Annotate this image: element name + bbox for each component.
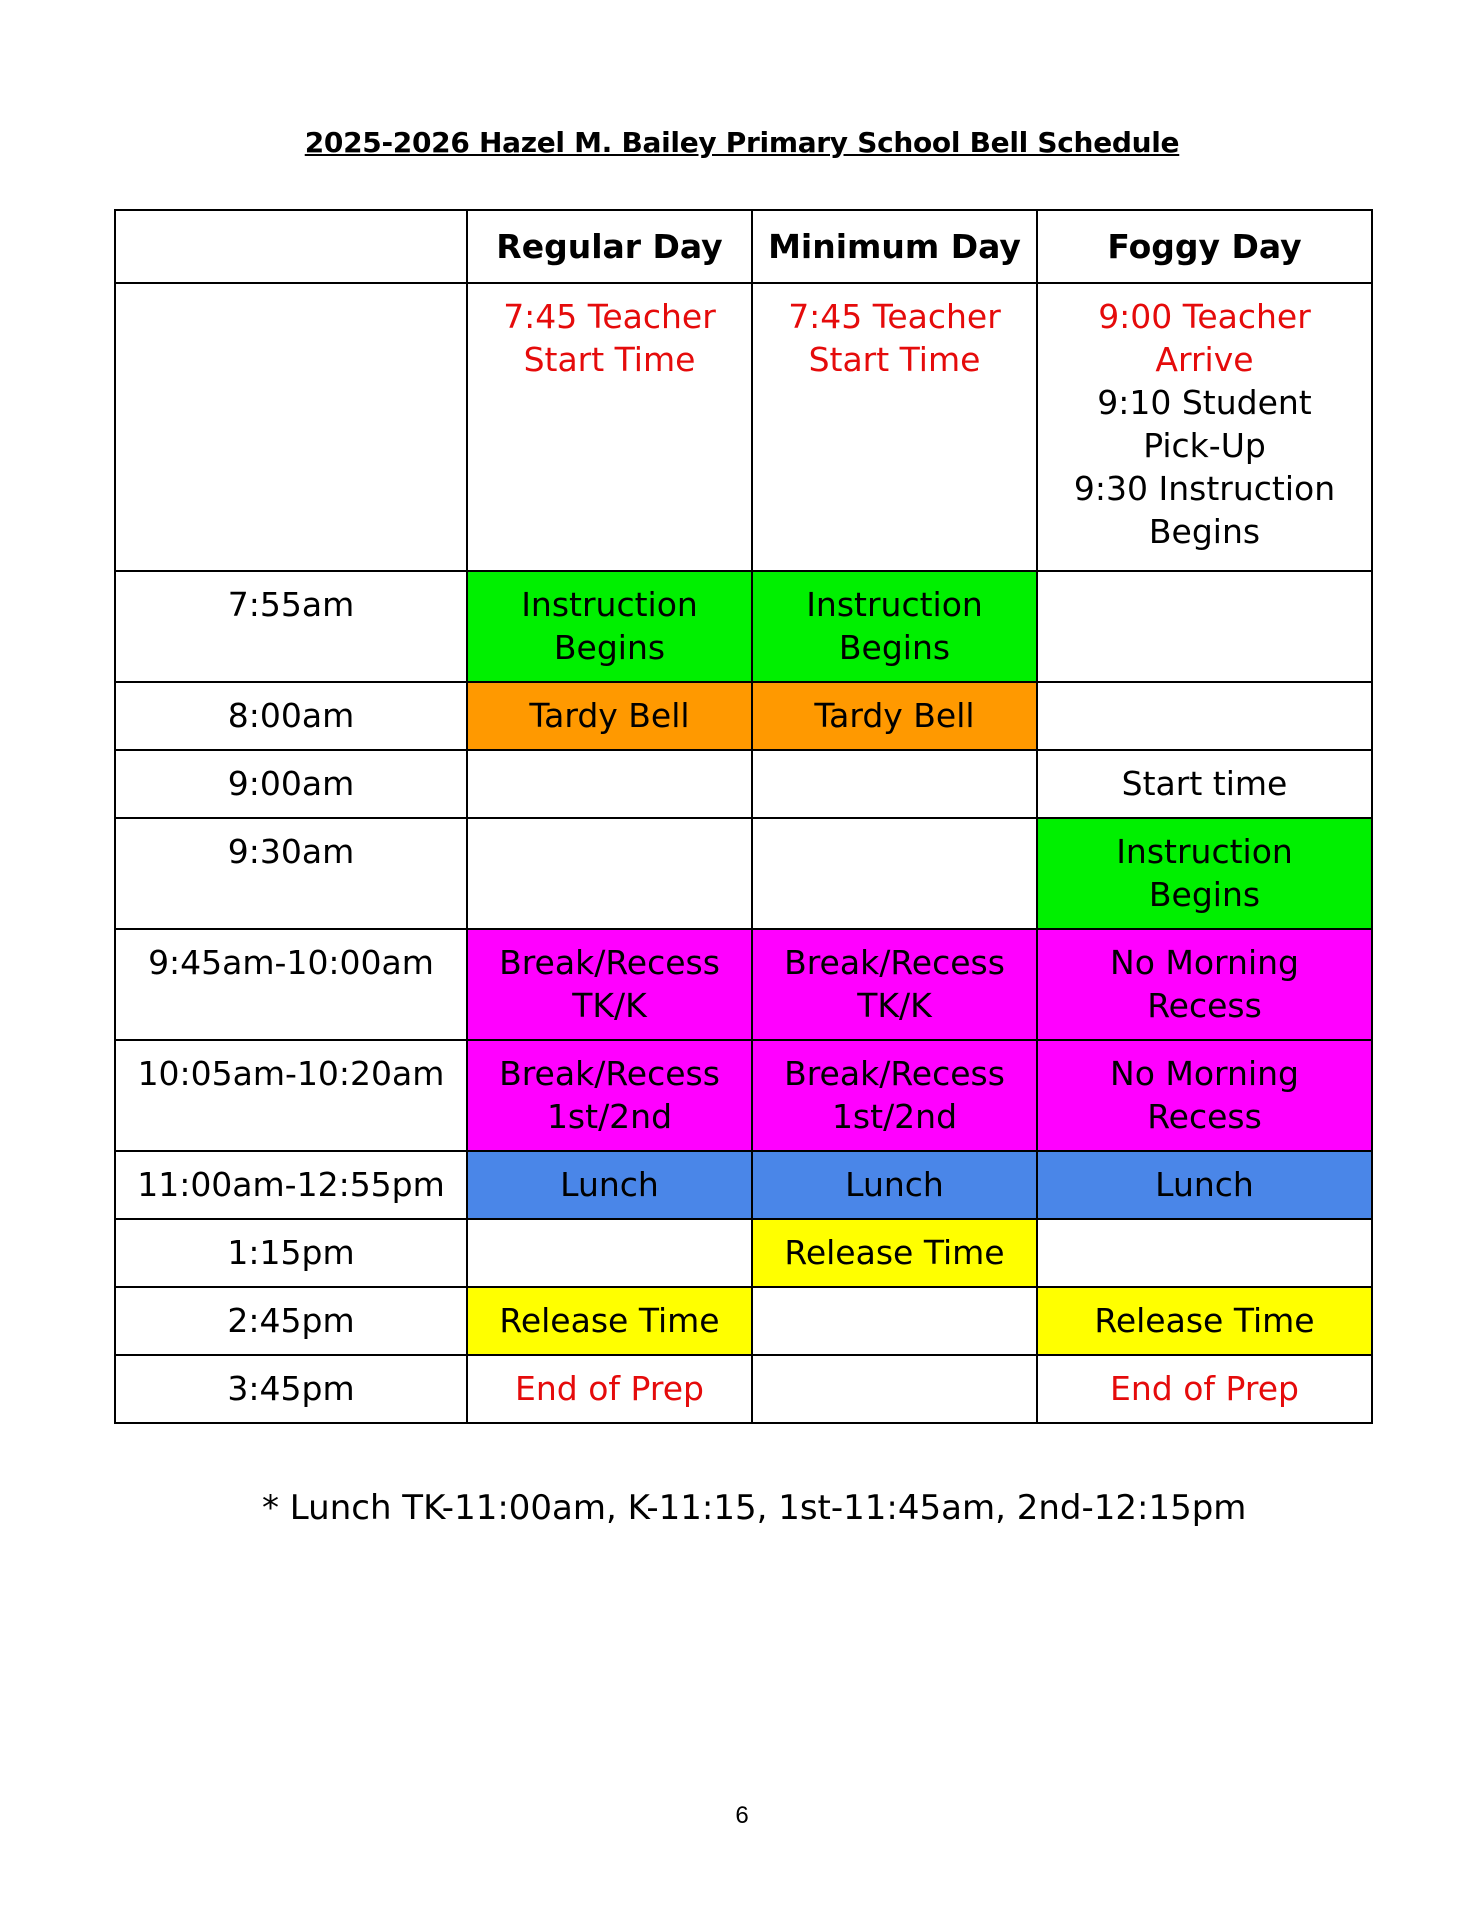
minimum-day-cell [752, 1355, 1037, 1423]
cell-line: Pick-Up [1143, 426, 1266, 465]
bell-schedule-table [114, 209, 1373, 1424]
cell-line: Release Time [1094, 1301, 1315, 1340]
cell-line: 7:45 Teacher [503, 297, 716, 336]
regular-day-cell [467, 1355, 752, 1423]
foggy-day-cell [1037, 682, 1372, 750]
minimum-day-cell [752, 1040, 1037, 1151]
cell-line: Start time [1121, 764, 1288, 803]
header-row [115, 210, 1372, 283]
cell-line: No Morning [1110, 943, 1299, 982]
minimum-day-cell [752, 1151, 1037, 1219]
cell-line: 7:45 Teacher [788, 297, 1001, 336]
regular-day-cell [467, 1219, 752, 1287]
regular-day-cell [467, 682, 752, 750]
foggy-day-cell [1037, 1287, 1372, 1355]
schedule-body [115, 571, 1372, 1423]
minimum-day-cell [752, 1287, 1037, 1355]
schedule-row [115, 1219, 1372, 1287]
time-cell: 9:00am [115, 750, 467, 818]
minimum-day-cell [752, 571, 1037, 682]
regular-day-cell [467, 818, 752, 929]
minimum-day-cell [752, 929, 1037, 1040]
time-cell: 9:30am [115, 818, 467, 929]
cell-line: 1st/2nd [546, 1097, 673, 1136]
cell-line: TK/K [572, 986, 647, 1025]
time-cell: 3:45pm [115, 1355, 467, 1423]
cell-line: Instruction [806, 585, 983, 624]
time-cell: 1:15pm [115, 1219, 467, 1287]
time-cell: 7:55am [115, 571, 467, 682]
time-cell: 10:05am-10:20am [115, 1040, 467, 1151]
cell-line: Instruction [1116, 832, 1293, 871]
schedule-row [115, 929, 1372, 1040]
cell-line: Release Time [499, 1301, 720, 1340]
minimum-day-cell [752, 1219, 1037, 1287]
minimum-day-cell [752, 750, 1037, 818]
cell-line: Lunch [845, 1165, 944, 1204]
cell-line: Break/Recess [499, 1054, 720, 1093]
cell-line: Break/Recess [499, 943, 720, 982]
schedule-row [115, 571, 1372, 682]
cell-line: 9:00 Teacher [1098, 297, 1311, 336]
cell-line: Release Time [784, 1233, 1005, 1272]
cell-line: Break/Recess [784, 943, 1005, 982]
header-regular-day: Regular Day [467, 210, 752, 283]
cell-line: Tardy Bell [814, 696, 975, 735]
schedule-row [115, 1355, 1372, 1423]
foggy-day-cell [1037, 1151, 1372, 1219]
start-row-time-cell [115, 283, 467, 571]
regular-day-cell [467, 571, 752, 682]
cell-line: Lunch [560, 1165, 659, 1204]
cell-line: Tardy Bell [529, 696, 690, 735]
header-foggy-day: Foggy Day [1037, 210, 1372, 283]
time-cell: 2:45pm [115, 1287, 467, 1355]
foggy-day-cell [1037, 929, 1372, 1040]
regular-day-cell [467, 1040, 752, 1151]
regular-start-cell [467, 283, 752, 571]
foggy-start-cell [1037, 283, 1372, 571]
cell-line: Start Time [808, 340, 981, 379]
page-number: 6 [735, 1802, 749, 1829]
foggy-day-cell [1037, 1040, 1372, 1151]
regular-day-cell [467, 929, 752, 1040]
cell-line: Arrive [1155, 340, 1254, 379]
cell-line: No Morning [1110, 1054, 1299, 1093]
foggy-day-cell [1037, 571, 1372, 682]
regular-day-cell [467, 750, 752, 818]
time-cell: 8:00am [115, 682, 467, 750]
minimum-day-cell [752, 818, 1037, 929]
page-title: 2025-2026 Hazel M. Bailey Primary School Bell Schedule [304, 126, 1180, 159]
cell-line: Lunch [1155, 1165, 1254, 1204]
header-minimum-day: Minimum Day [752, 210, 1037, 283]
lunch-footnote: * Lunch TK-11:00am, K-11:15, 1st-11:45am, 2nd-12:15pm [262, 1488, 1247, 1528]
minimum-day-cell [752, 682, 1037, 750]
time-cell: 11:00am-12:55pm [115, 1151, 467, 1219]
cell-line: End of Prep [1110, 1369, 1299, 1408]
cell-line: Start Time [523, 340, 696, 379]
cell-line: Begins [1148, 512, 1261, 551]
time-cell: 9:45am-10:00am [115, 929, 467, 1040]
cell-line: TK/K [857, 986, 932, 1025]
cell-line: Begins [838, 628, 951, 667]
schedule-row [115, 750, 1372, 818]
foggy-day-cell [1037, 1355, 1372, 1423]
regular-day-cell [467, 1287, 752, 1355]
cell-line: Recess [1147, 986, 1262, 1025]
cell-line: Break/Recess [784, 1054, 1005, 1093]
cell-line: Instruction [521, 585, 698, 624]
cell-line: Begins [553, 628, 666, 667]
foggy-day-cell [1037, 1219, 1372, 1287]
cell-line: 9:10 Student [1097, 383, 1312, 422]
start-row [115, 283, 1372, 571]
cell-line: Begins [1148, 875, 1261, 914]
schedule-row [115, 682, 1372, 750]
foggy-day-cell [1037, 750, 1372, 818]
regular-day-cell [467, 1151, 752, 1219]
foggy-day-cell [1037, 818, 1372, 929]
cell-line: Recess [1147, 1097, 1262, 1136]
minimum-start-cell [752, 283, 1037, 571]
schedule-row [115, 1040, 1372, 1151]
header-time-cell [115, 210, 467, 283]
schedule-row [115, 1151, 1372, 1219]
schedule-row [115, 1287, 1372, 1355]
cell-line: 9:30 Instruction [1073, 469, 1336, 508]
cell-line: 1st/2nd [831, 1097, 958, 1136]
cell-line: End of Prep [515, 1369, 704, 1408]
schedule-row [115, 818, 1372, 929]
